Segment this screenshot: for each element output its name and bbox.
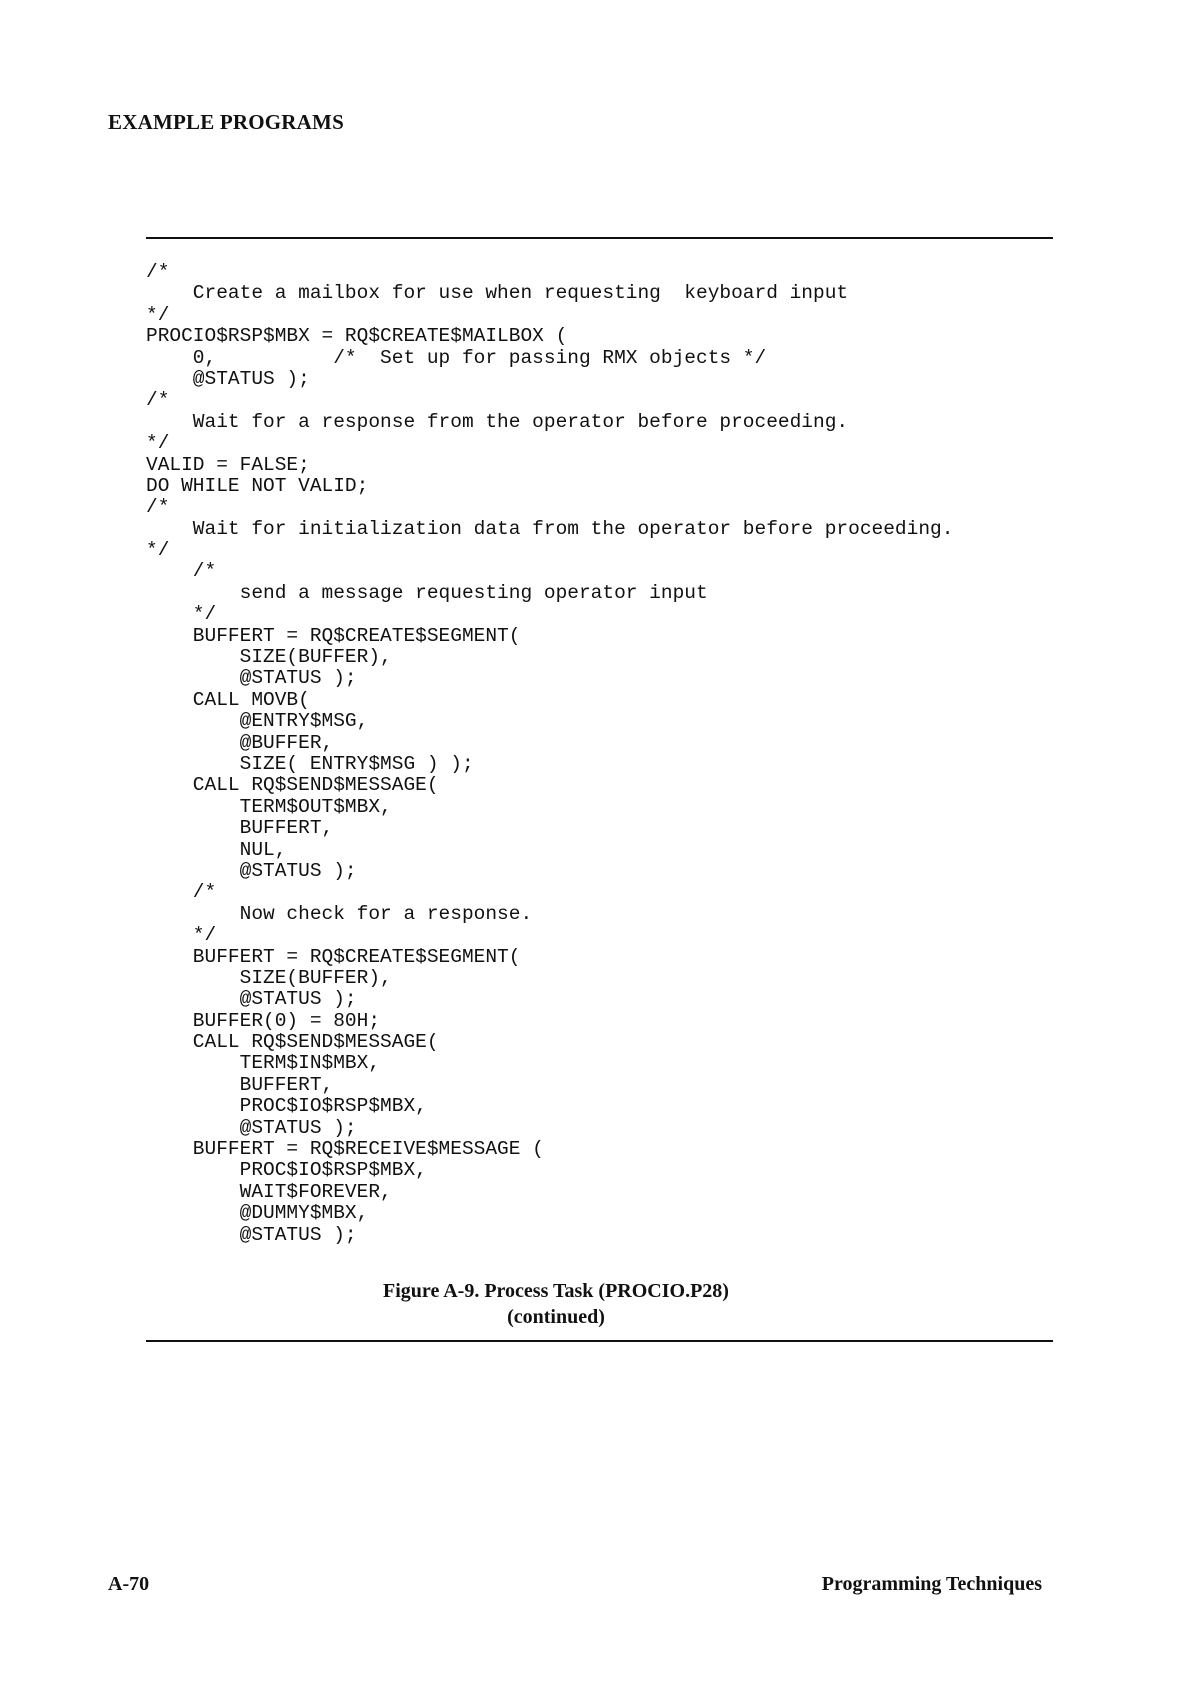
- code-line: PROC$IO$RSP$MBX,: [146, 1159, 427, 1182]
- top-rule: [146, 237, 1053, 239]
- code-line: BUFFERT = RQ$CREATE$SEGMENT(: [146, 624, 521, 647]
- code-line: @STATUS );: [146, 859, 357, 882]
- page-number: A-70: [108, 1573, 150, 1595]
- chapter-title: Programming Techniques: [821, 1573, 1042, 1595]
- code-line: */: [146, 303, 170, 326]
- code-line: BUFFERT,: [146, 817, 334, 840]
- code-line: VALID = FALSE;: [146, 453, 310, 476]
- code-line: BUFFERT = RQ$CREATE$SEGMENT(: [146, 945, 521, 968]
- code-line: @ENTRY$MSG,: [146, 710, 369, 733]
- code-line: /*: [146, 261, 170, 283]
- figure-caption-continued: (continued): [507, 1306, 605, 1328]
- code-line: CALL RQ$SEND$MESSAGE(: [146, 774, 439, 797]
- code-line: @BUFFER,: [146, 731, 334, 754]
- code-line: */: [146, 539, 170, 562]
- code-line: Wait for a response from the operator before proceeding.: [146, 410, 849, 433]
- code-line: /*: [146, 881, 217, 904]
- section-title: EXAMPLE PROGRAMS: [108, 110, 344, 134]
- code-line: /*: [146, 560, 217, 583]
- code-line: */: [146, 603, 217, 626]
- code-line: @STATUS );: [146, 1116, 357, 1139]
- code-line: */: [146, 432, 170, 455]
- code-line: CALL RQ$SEND$MESSAGE(: [146, 1031, 439, 1054]
- code-listing: [146, 262, 1046, 1246]
- code-line: SIZE(BUFFER),: [146, 966, 392, 989]
- code-line: SIZE( ENTRY$MSG ) );: [146, 752, 474, 775]
- code-line: @STATUS );: [146, 667, 357, 690]
- code-line: Create a mailbox for use when requesting keyboard input: [146, 282, 849, 305]
- code-line: BUFFERT,: [146, 1073, 334, 1096]
- code-line: send a message requesting operator input: [146, 581, 708, 604]
- code-line: NUL,: [146, 838, 287, 861]
- figure-caption: Figure A-9. Process Task (PROCIO.P28): [383, 1280, 729, 1302]
- code-line: */: [146, 924, 217, 947]
- code-line: BUFFERT = RQ$RECEIVE$MESSAGE (: [146, 1138, 544, 1161]
- code-line: Now check for a response.: [146, 902, 533, 925]
- code-line: /*: [146, 389, 170, 412]
- code-line: TERM$OUT$MBX,: [146, 795, 392, 818]
- code-line: PROC$IO$RSP$MBX,: [146, 1095, 427, 1118]
- code-line: TERM$IN$MBX,: [146, 1052, 381, 1075]
- code-line: 0, /* Set up for passing RMX objects */: [146, 346, 767, 369]
- code-line: BUFFER(0) = 80H;: [146, 1009, 381, 1032]
- code-line: @STATUS );: [146, 367, 310, 390]
- code-line: @STATUS );: [146, 1223, 357, 1246]
- bottom-rule: [146, 1340, 1053, 1342]
- code-line: WAIT$FOREVER,: [146, 1180, 392, 1203]
- code-line: @DUMMY$MBX,: [146, 1202, 369, 1225]
- code-line: CALL MOVB(: [146, 688, 310, 711]
- code-line: SIZE(BUFFER),: [146, 646, 392, 669]
- code-line: DO WHILE NOT VALID;: [146, 474, 369, 497]
- code-line: Wait for initialization data from the operator before proceeding.: [146, 517, 954, 540]
- code-line: @STATUS );: [146, 988, 357, 1011]
- code-line: /*: [146, 496, 170, 519]
- code-line: PROCIO$RSP$MBX = RQ$CREATE$MAILBOX (: [146, 325, 568, 348]
